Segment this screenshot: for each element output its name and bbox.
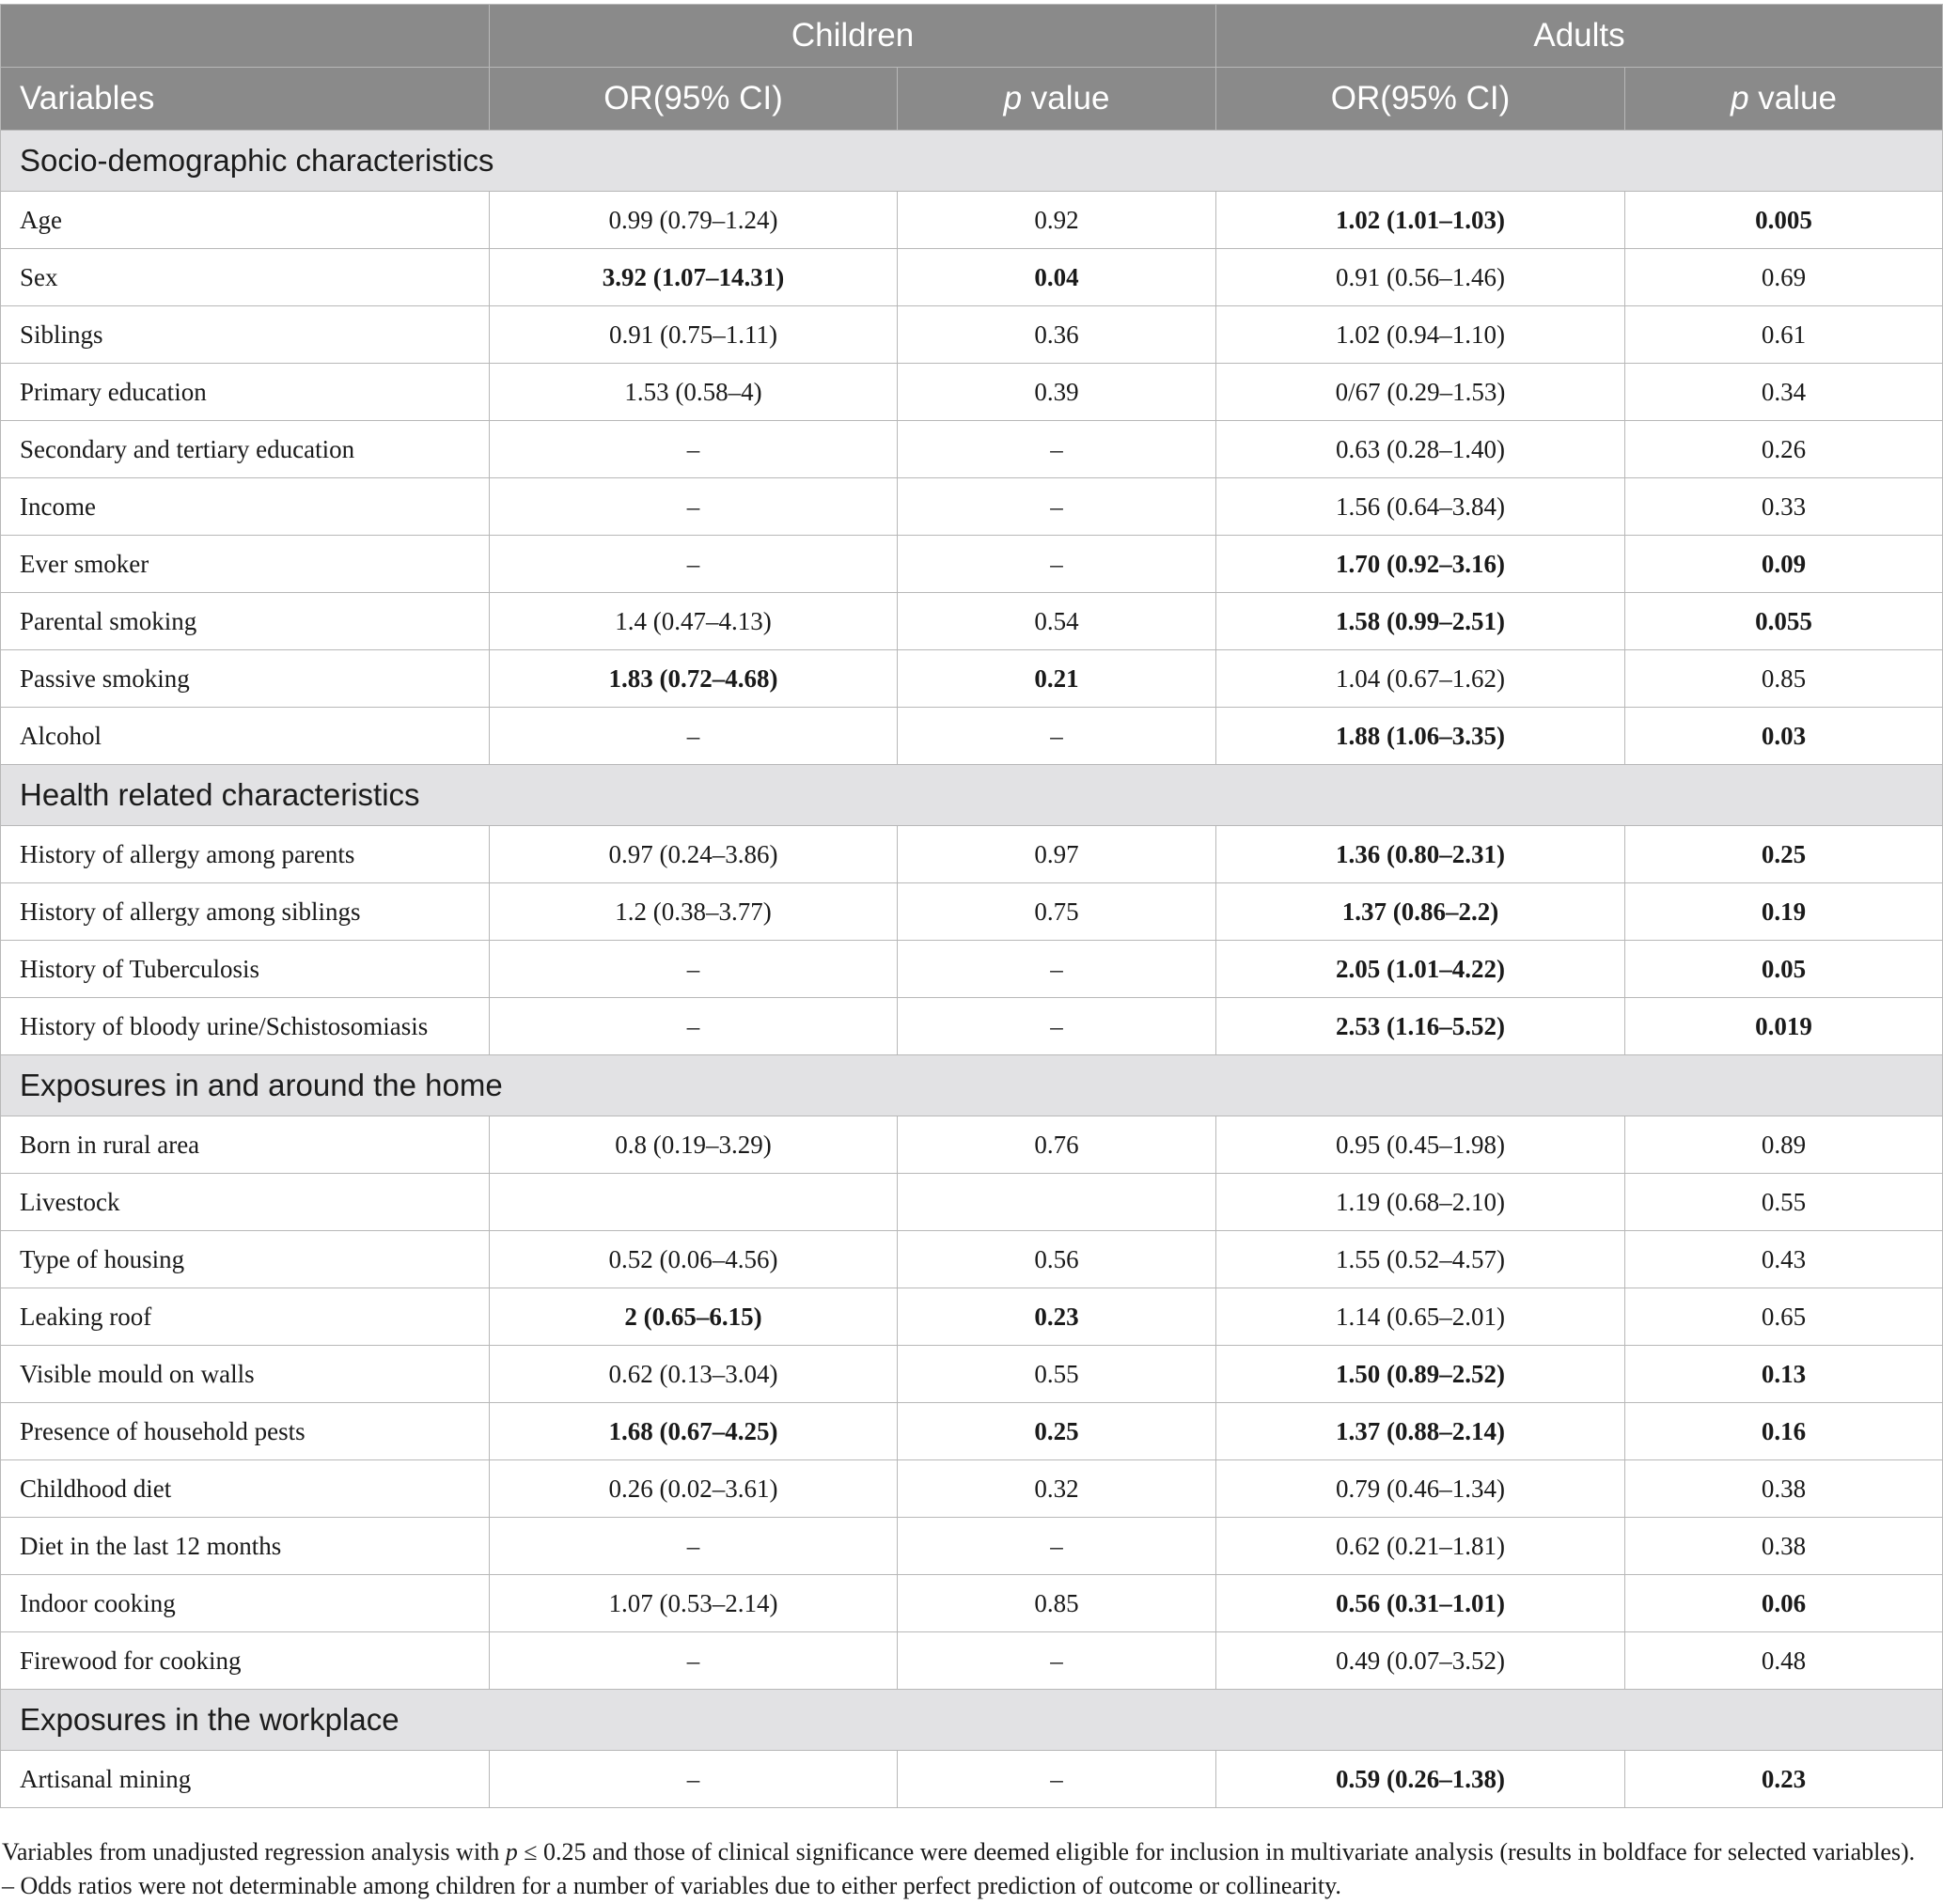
adults-p-cell: 0.69 [1625, 249, 1943, 306]
children-p-cell: 0.23 [898, 1288, 1216, 1346]
header-children-or: OR(95% CI) [490, 68, 898, 131]
adults-or-cell: 1.56 (0.64–3.84) [1216, 478, 1625, 536]
table-row [1, 1174, 1943, 1231]
adults-or-cell: 1.02 (1.01–1.03) [1216, 192, 1625, 249]
table-row [1, 1231, 1943, 1288]
adults-p-cell: 0.055 [1625, 593, 1943, 650]
adults-p-cell: 0.05 [1625, 941, 1943, 998]
table-row [1, 1346, 1943, 1403]
adults-p-cell: 0.43 [1625, 1231, 1943, 1288]
children-or-cell: 1.07 (0.53–2.14) [490, 1575, 898, 1632]
adults-p-cell: 0.33 [1625, 478, 1943, 536]
children-or-cell: – [490, 708, 898, 765]
variable-cell: Firewood for cooking [1, 1632, 490, 1690]
adults-p-cell: 0.005 [1625, 192, 1943, 249]
children-or-cell: – [490, 1751, 898, 1808]
adults-or-cell: 1.70 (0.92–3.16) [1216, 536, 1625, 593]
adults-or-cell: 1.14 (0.65–2.01) [1216, 1288, 1625, 1346]
adults-or-cell: 0.56 (0.31–1.01) [1216, 1575, 1625, 1632]
adults-or-cell: 1.55 (0.52–4.57) [1216, 1231, 1625, 1288]
adults-or-cell: 1.50 (0.89–2.52) [1216, 1346, 1625, 1403]
variable-cell: Indoor cooking [1, 1575, 490, 1632]
table-row [1, 536, 1943, 593]
adults-p-cell: 0.26 [1625, 421, 1943, 478]
adults-or-cell: 1.37 (0.88–2.14) [1216, 1403, 1625, 1460]
p-italic: p [1003, 80, 1023, 117]
children-or-cell: 2 (0.65–6.15) [490, 1288, 898, 1346]
adults-or-cell: 0.79 (0.46–1.34) [1216, 1460, 1625, 1518]
adults-p-cell: 0.19 [1625, 883, 1943, 941]
table-row [1, 1288, 1943, 1346]
adults-or-cell: 0.91 (0.56–1.46) [1216, 249, 1625, 306]
footnote-part2: ≤ 0.25 and those of clinical significance were deemed eligible for inclusion in multivariate analysis (results in boldface for selected variables). – Odds ratios were not determinable among children for a number of variables due to either perfect prediction of outcome or collinearity. [2, 1838, 1916, 1899]
table-row [1, 1575, 1943, 1632]
children-or-cell [490, 1174, 898, 1231]
table-row [1, 826, 1943, 883]
footnote-part1: Variables from unadjusted regression analysis with [2, 1838, 506, 1865]
adults-p-cell: 0.55 [1625, 1174, 1943, 1231]
adults-or-cell: 2.53 (1.16–5.52) [1216, 998, 1625, 1055]
variable-cell: Sex [1, 249, 490, 306]
children-or-cell: – [490, 1632, 898, 1690]
adults-p-cell: 0.16 [1625, 1403, 1943, 1460]
adults-p-cell: 0.85 [1625, 650, 1943, 708]
adults-p-cell: 0.019 [1625, 998, 1943, 1055]
children-p-cell: 0.92 [898, 192, 1216, 249]
children-p-cell [898, 1174, 1216, 1231]
section-header-row [1, 1055, 1943, 1116]
children-or-cell: 0.8 (0.19–3.29) [490, 1116, 898, 1174]
section-header-row [1, 131, 1943, 192]
children-p-cell: 0.76 [898, 1116, 1216, 1174]
variable-cell: Born in rural area [1, 1116, 490, 1174]
regression-table [0, 4, 1943, 1808]
children-or-cell: 1.83 (0.72–4.68) [490, 650, 898, 708]
children-or-cell: 1.68 (0.67–4.25) [490, 1403, 898, 1460]
variable-cell: Passive smoking [1, 650, 490, 708]
children-p-cell: – [898, 1518, 1216, 1575]
adults-p-cell: 0.03 [1625, 708, 1943, 765]
variable-cell: Type of housing [1, 1231, 490, 1288]
children-or-cell: 0.97 (0.24–3.86) [490, 826, 898, 883]
adults-p-cell: 0.23 [1625, 1751, 1943, 1808]
header-children-p [898, 68, 1216, 131]
section-title: Health related characteristics [1, 765, 1943, 826]
header-children: Children [490, 5, 1216, 68]
variable-cell: Childhood diet [1, 1460, 490, 1518]
table-row [1, 1518, 1943, 1575]
adults-or-cell: 1.58 (0.99–2.51) [1216, 593, 1625, 650]
table-row [1, 478, 1943, 536]
variable-cell: Visible mould on walls [1, 1346, 490, 1403]
children-or-cell: 0.62 (0.13–3.04) [490, 1346, 898, 1403]
children-or-cell: 0.99 (0.79–1.24) [490, 192, 898, 249]
children-p-cell: 0.75 [898, 883, 1216, 941]
table-row [1, 883, 1943, 941]
p-value-suffix: value [1748, 80, 1837, 117]
adults-p-cell: 0.34 [1625, 364, 1943, 421]
children-p-cell: 0.85 [898, 1575, 1216, 1632]
variable-cell: History of allergy among parents [1, 826, 490, 883]
variable-cell: History of Tuberculosis [1, 941, 490, 998]
table-row [1, 1632, 1943, 1690]
column-header-row [1, 68, 1943, 131]
variable-cell: History of allergy among siblings [1, 883, 490, 941]
children-p-cell: – [898, 421, 1216, 478]
header-variables: Variables [1, 68, 490, 131]
children-p-cell: 0.55 [898, 1346, 1216, 1403]
children-p-cell: 0.56 [898, 1231, 1216, 1288]
variable-cell: Leaking roof [1, 1288, 490, 1346]
table-row [1, 650, 1943, 708]
children-or-cell: 0.91 (0.75–1.11) [490, 306, 898, 364]
adults-p-cell: 0.13 [1625, 1346, 1943, 1403]
adults-or-cell: 1.19 (0.68–2.10) [1216, 1174, 1625, 1231]
adults-p-cell: 0.38 [1625, 1518, 1943, 1575]
adults-p-cell: 0.38 [1625, 1460, 1943, 1518]
header-adults-or: OR(95% CI) [1216, 68, 1625, 131]
group-header-row [1, 5, 1943, 68]
adults-p-cell: 0.48 [1625, 1632, 1943, 1690]
children-or-cell: 3.92 (1.07–14.31) [490, 249, 898, 306]
adults-or-cell: 1.37 (0.86–2.2) [1216, 883, 1625, 941]
variable-cell: History of bloody urine/Schistosomiasis [1, 998, 490, 1055]
children-or-cell: – [490, 941, 898, 998]
table-footnote [2, 1835, 1929, 1903]
children-p-cell: 0.39 [898, 364, 1216, 421]
table-row [1, 306, 1943, 364]
children-or-cell: 1.53 (0.58–4) [490, 364, 898, 421]
variable-cell: Presence of household pests [1, 1403, 490, 1460]
adults-or-cell: 0.49 (0.07–3.52) [1216, 1632, 1625, 1690]
children-p-cell: 0.04 [898, 249, 1216, 306]
variable-cell: Income [1, 478, 490, 536]
children-p-cell: 0.54 [898, 593, 1216, 650]
children-or-cell: 1.4 (0.47–4.13) [490, 593, 898, 650]
header-blank-cell [1, 5, 490, 68]
table-row [1, 941, 1943, 998]
children-p-cell: – [898, 941, 1216, 998]
table-row [1, 1751, 1943, 1808]
table-row [1, 593, 1943, 650]
adults-p-cell: 0.65 [1625, 1288, 1943, 1346]
children-p-cell: – [898, 536, 1216, 593]
header-adults-p [1625, 68, 1943, 131]
adults-or-cell: 1.02 (0.94–1.10) [1216, 306, 1625, 364]
table-row [1, 998, 1943, 1055]
table-row [1, 1116, 1943, 1174]
table-row [1, 421, 1943, 478]
adults-or-cell: 0/67 (0.29–1.53) [1216, 364, 1625, 421]
header-adults: Adults [1216, 5, 1943, 68]
children-p-cell: 0.21 [898, 650, 1216, 708]
adults-or-cell: 1.88 (1.06–3.35) [1216, 708, 1625, 765]
adults-or-cell: 2.05 (1.01–4.22) [1216, 941, 1625, 998]
variable-cell: Diet in the last 12 months [1, 1518, 490, 1575]
table-row [1, 1460, 1943, 1518]
adults-or-cell: 1.36 (0.80–2.31) [1216, 826, 1625, 883]
table-row [1, 708, 1943, 765]
children-p-cell: 0.25 [898, 1403, 1216, 1460]
section-title: Exposures in and around the home [1, 1055, 1943, 1116]
children-or-cell: – [490, 536, 898, 593]
adults-p-cell: 0.25 [1625, 826, 1943, 883]
children-p-cell: 0.97 [898, 826, 1216, 883]
adults-or-cell: 1.04 (0.67–1.62) [1216, 650, 1625, 708]
adults-p-cell: 0.89 [1625, 1116, 1943, 1174]
children-p-cell: 0.36 [898, 306, 1216, 364]
variable-cell: Age [1, 192, 490, 249]
children-p-cell: 0.32 [898, 1460, 1216, 1518]
variable-cell: Artisanal mining [1, 1751, 490, 1808]
variable-cell: Primary education [1, 364, 490, 421]
section-header-row [1, 1690, 1943, 1751]
children-p-cell: – [898, 998, 1216, 1055]
section-title: Exposures in the workplace [1, 1690, 1943, 1751]
children-or-cell: – [490, 478, 898, 536]
table-row [1, 249, 1943, 306]
children-or-cell: 0.26 (0.02–3.61) [490, 1460, 898, 1518]
table-row [1, 192, 1943, 249]
p-value-suffix: value [1022, 80, 1110, 117]
table-body [1, 131, 1943, 1808]
adults-or-cell: 0.62 (0.21–1.81) [1216, 1518, 1625, 1575]
children-p-cell: – [898, 1751, 1216, 1808]
footnote-p-italic: p [505, 1838, 518, 1865]
variable-cell: Parental smoking [1, 593, 490, 650]
children-p-cell: – [898, 1632, 1216, 1690]
children-p-cell: – [898, 708, 1216, 765]
adults-p-cell: 0.06 [1625, 1575, 1943, 1632]
variable-cell: Alcohol [1, 708, 490, 765]
variable-cell: Ever smoker [1, 536, 490, 593]
children-or-cell: – [490, 1518, 898, 1575]
variable-cell: Livestock [1, 1174, 490, 1231]
children-or-cell: 0.52 (0.06–4.56) [490, 1231, 898, 1288]
table-row [1, 1403, 1943, 1460]
children-or-cell: 1.2 (0.38–3.77) [490, 883, 898, 941]
children-or-cell: – [490, 421, 898, 478]
section-header-row [1, 765, 1943, 826]
section-title: Socio-demographic characteristics [1, 131, 1943, 192]
children-or-cell: – [490, 998, 898, 1055]
adults-or-cell: 0.59 (0.26–1.38) [1216, 1751, 1625, 1808]
adults-p-cell: 0.61 [1625, 306, 1943, 364]
p-italic: p [1731, 80, 1749, 117]
adults-p-cell: 0.09 [1625, 536, 1943, 593]
adults-or-cell: 0.95 (0.45–1.98) [1216, 1116, 1625, 1174]
variable-cell: Secondary and tertiary education [1, 421, 490, 478]
adults-or-cell: 0.63 (0.28–1.40) [1216, 421, 1625, 478]
variable-cell: Siblings [1, 306, 490, 364]
table-row [1, 364, 1943, 421]
children-p-cell: – [898, 478, 1216, 536]
